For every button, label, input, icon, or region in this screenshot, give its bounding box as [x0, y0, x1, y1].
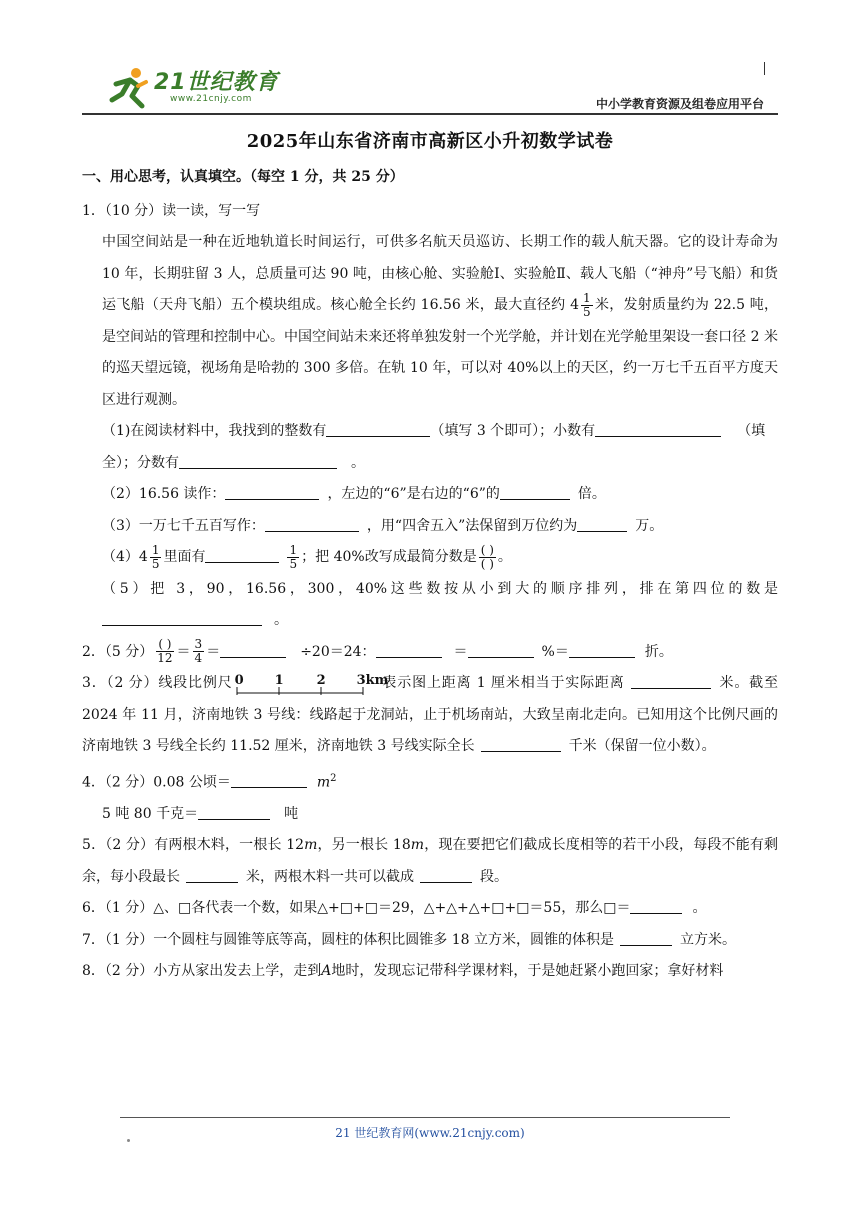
fraction-numerator: 1 [151, 543, 160, 558]
fraction [193, 638, 205, 665]
question-1 [82, 196, 778, 637]
question-4 [82, 763, 778, 799]
question-4-part-2 [82, 799, 778, 831]
page-footer: 21 世纪教育网(www.21cnjy.com) [335, 1126, 525, 1140]
sub2-text-a: （2）16.56 读作： [102, 486, 226, 502]
footer-dot [127, 1139, 130, 1142]
sub-question-2 [82, 479, 778, 511]
question-1-head: 1．（10 分）读一读，写一写 [82, 202, 261, 219]
answer-blank[interactable] [595, 420, 721, 437]
q3-text-b: 表示图上距离 1 厘米相当于实际距离 [381, 675, 625, 691]
fraction-denominator: 4 [194, 651, 203, 665]
q3-text-c: 米。截至 2024 年 11 月，济南地铁 3 号线：线路起于龙洞站，止于机场南站，大致呈南北走向。已知用这个比例尺画的济南地铁 3 号线全长约 11.52 厘米，济南地铁 3 号线实际全长 [82, 675, 779, 754]
q7-text-b: 立方米。 [679, 931, 736, 948]
question-8 [82, 956, 778, 988]
q2-text-d: ＝ [453, 643, 468, 660]
answer-blank[interactable] [265, 515, 359, 532]
q8-text-a: 8．（2 分）小方从家出发去上学，走到 [82, 963, 322, 980]
mixed-whole: 4 [570, 297, 580, 313]
runner-logo-icon [108, 66, 150, 110]
question-2 [82, 637, 778, 669]
q5-text-c: ，现在要把它们截成长度相等的若干小段，每段不能有剩余，每小段最长 [82, 837, 779, 885]
sub5-text-b: 。 [274, 612, 288, 628]
answer-blank[interactable] [577, 515, 627, 532]
answer-blank[interactable] [231, 771, 307, 788]
q8-point-label: A [321, 963, 332, 980]
q5-text-d: 米，两根木料一共可以截成 [246, 868, 414, 885]
fraction-denominator: 5 [151, 557, 160, 572]
q2-eq: ＝ [176, 643, 191, 660]
sub-question-3 [82, 511, 778, 543]
blank-denominator[interactable]: ( ) [480, 556, 494, 571]
answer-blank[interactable] [500, 483, 570, 500]
sub1-text-a: （1)在阅读材料中，我找到的整数有 [102, 423, 327, 439]
fraction-numerator: 1 [289, 542, 298, 557]
q4-text-b: 5 吨 80 千克＝ [102, 805, 199, 822]
answer-blank[interactable] [630, 897, 682, 914]
sub-question-1 [82, 416, 778, 479]
fraction-denominator: 5 [289, 556, 298, 571]
q2-text-c: ÷20＝24： [300, 643, 376, 660]
question-7 [82, 925, 778, 957]
header-divider [82, 113, 778, 115]
answer-blank[interactable] [468, 641, 534, 658]
mixed-whole: 4 [138, 549, 148, 565]
answer-blank[interactable] [376, 641, 442, 658]
q8-text-b: 地时，发现忘记带科学课材料，于是她赶紧小跑回家；拿好材料 [331, 963, 724, 980]
q3-text-a: 3．（2 分）线段比例尺 [82, 675, 233, 691]
answer-blank[interactable] [326, 420, 430, 437]
header-tick [764, 62, 765, 75]
sub1-text-b: （填写 3 个即可）；小数有 [430, 423, 596, 439]
q2-text-b: ＝ [206, 643, 221, 660]
answer-blank[interactable] [205, 546, 279, 563]
platform-name: 中小学教育资源及组卷应用平台 [595, 97, 764, 111]
scale-tick-label: 1 [274, 673, 284, 688]
scale-tick-label: 2 [316, 673, 326, 688]
mixed-number [139, 542, 164, 574]
sub4-text-b: 里面有 [163, 549, 206, 565]
question-3 [82, 668, 778, 763]
q4-unit-exponent: 2 [330, 772, 337, 784]
fraction [287, 544, 299, 571]
fraction-denominator: 5 [583, 305, 591, 320]
q2-text-a: 2．（5 分） [82, 643, 154, 660]
fraction [150, 544, 162, 571]
sub1-text-d: 。 [351, 454, 365, 471]
q6-text-b: 。 [692, 900, 707, 917]
q5-text-e: 段。 [480, 868, 508, 885]
passage-part-b: 米，发射质量约为 22.5 吨，是空间站的管理和控制中心。中国空间站未来还将单独发射一个光学舱，并计划在光学舱里架设一套口径 2 米的巡天望远镜，视场角是哈勃的 300 多倍。在轨 10 年，可以对 40%以上的天区，约一万七千五百平方度天区进行观测。 [102, 297, 778, 408]
passage-part-a: 中国空间站是一种在近地轨道长时间运行，可供多名航天员巡访、长期工作的载人航天器。它的设计寿命为 10 年，长期驻留 3 人，总质量可达 90 吨，由核心舱、实验舱Ⅰ、实验舱Ⅱ、载人飞船（“神舟”号飞船）和货运飞船（天舟飞船）五个模块组成。核心舱全长约 16.56 米，最大直径约 [102, 234, 778, 313]
sub4-text-c: ；把 40%改写成最简分数是 [301, 549, 477, 565]
q4-text-c: 吨 [284, 805, 299, 822]
blank-fraction[interactable] [155, 638, 174, 665]
q5-unit: m [304, 837, 318, 854]
blank-fraction[interactable] [479, 544, 496, 571]
logo-url: www.21cnjy.com [170, 94, 252, 104]
answer-blank[interactable] [186, 866, 238, 883]
q5-unit: m [410, 837, 425, 854]
footer-divider [120, 1117, 730, 1118]
answer-blank[interactable] [420, 866, 472, 883]
sub3-text-c: 万。 [635, 517, 664, 534]
answer-blank[interactable] [102, 609, 262, 626]
sub2-text-b: ，左边的“6”是右边的“6”的 [327, 486, 500, 502]
sub-question-5 [82, 574, 778, 637]
sub-question-4 [82, 542, 778, 574]
answer-blank[interactable] [220, 641, 286, 658]
sub2-text-c: 倍。 [577, 486, 606, 502]
exam-title: 2025年山东省济南市高新区小升初数学试卷 [246, 131, 614, 152]
fraction [581, 292, 593, 319]
q5-text-a: 5．（2 分）有两根木料，一根长 12 [82, 837, 305, 854]
sub3-text-a: （3）一万七千五百写作： [102, 517, 265, 534]
q6-text-a: 6．（1 分）△、□各代表一个数，如果△+□+□＝29，△+△+△+□+□＝55，那么□＝ [82, 900, 631, 917]
blank-numerator[interactable]: ( ) [480, 542, 494, 557]
answer-blank[interactable] [481, 735, 561, 752]
sub3-text-b: ，用“四舍五入”法保留到万位约为 [366, 517, 578, 534]
answer-blank[interactable] [198, 803, 270, 820]
question-5 [82, 830, 778, 893]
q4-unit: m [316, 774, 331, 791]
section-heading: 一、用心思考，认真填空。（每空 1 分，共 25 分） [82, 169, 404, 185]
answer-blank[interactable] [631, 672, 711, 689]
q3-text-d: 千米（保留一位小数）。 [568, 738, 716, 754]
answer-blank[interactable] [569, 641, 635, 658]
fraction-numerator: 1 [583, 291, 591, 306]
mixed-number [570, 290, 595, 322]
sub5-text-a: （5）把 3，90，16.56，300，40%这些数按从小到大的顺序排列，排在第四位的数是 [102, 580, 778, 597]
question-1-passage [82, 227, 778, 416]
fraction-numerator: 3 [194, 637, 203, 651]
answer-blank[interactable] [179, 452, 337, 469]
scale-tick-label: 0 [234, 673, 244, 688]
q2-text-f: 折。 [644, 643, 673, 660]
q2-text-e: %＝ [541, 643, 569, 660]
answer-blank[interactable] [225, 483, 319, 500]
sub4-text-d: 。 [497, 549, 512, 565]
q7-text-a: 7．（1 分）一个圆柱与圆锥等底等高，圆柱的体积比圆锥多 18 立方米，圆锥的体积是 [82, 931, 614, 948]
answer-blank[interactable] [620, 929, 672, 946]
logo [108, 66, 279, 110]
question-6 [82, 893, 778, 925]
exam-content [82, 162, 778, 988]
scale-tick-label: 3km [356, 673, 389, 688]
fraction-denominator: 12 [157, 651, 173, 665]
page-header [0, 0, 860, 118]
scale-bar [234, 669, 389, 697]
sub4-text-a: （4） [102, 549, 139, 565]
q5-text-b: ，另一根长 18 [317, 837, 411, 854]
logo-wordmark: 21世纪教育 [154, 70, 279, 95]
q4-text-a: 4．（2 分）0.08 公顷＝ [82, 774, 231, 791]
blank-numerator[interactable]: ( ) [158, 637, 172, 651]
sub1-text-c: （填全）；分数有 [102, 423, 766, 471]
